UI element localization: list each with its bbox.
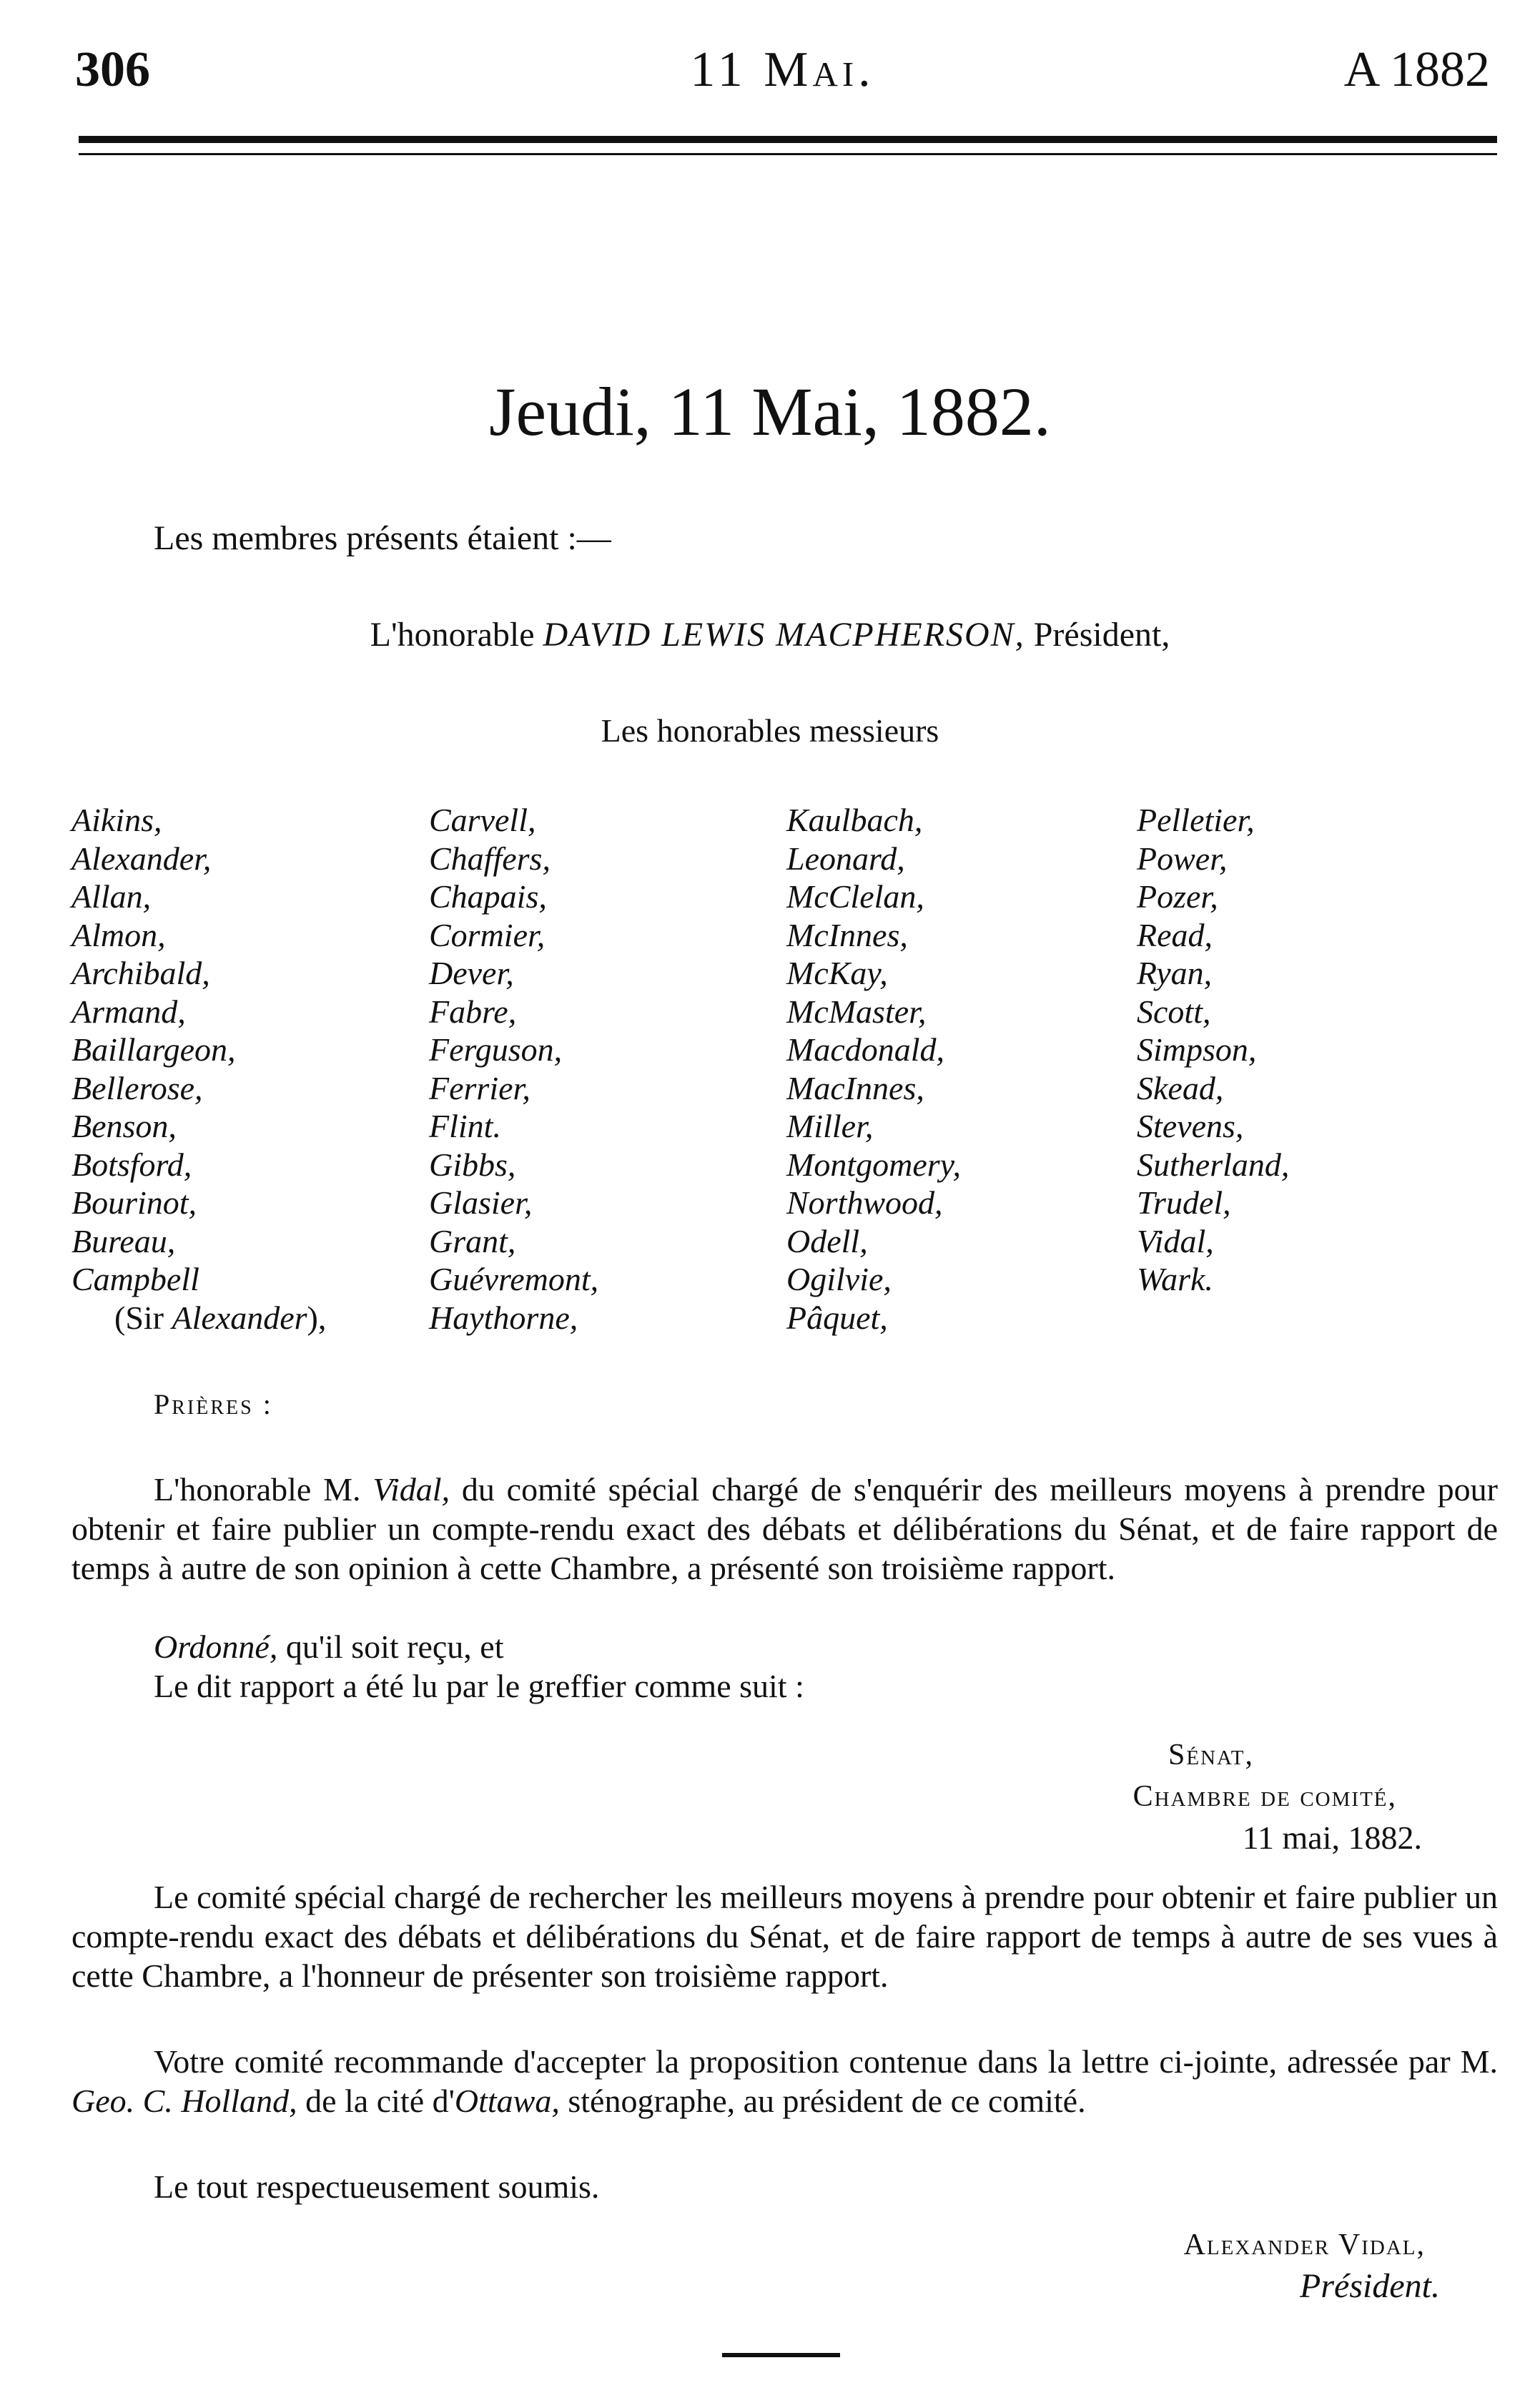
- member-name: Carvell,: [429, 802, 536, 838]
- member-name-qualifier: (Sir Alexander),: [114, 1299, 327, 1336]
- signature-block: [1184, 2224, 1440, 2307]
- member-name: Baillargeon,: [71, 1031, 236, 1068]
- member-name: Wark.: [1137, 1261, 1213, 1297]
- member-name: Chaffers,: [429, 840, 551, 877]
- member-name: Archibald,: [71, 955, 210, 991]
- member-name: Trudel,: [1137, 1184, 1231, 1221]
- report-heading-chamber: Chambre de comité,: [1132, 1780, 1397, 1813]
- member-name: Sutherland,: [1137, 1146, 1290, 1183]
- paragraph-committee: Le comité spécial chargé de rechercher les meilleurs moyens à prendre pour obtenir et faire publier un compte-rendu exact des débats et délibérations du Sénat, et de faire rapport de temps à autre de ses vues à cette Chambre, a l'honneur de présenter son troisième rapport.: [71, 1879, 1498, 1994]
- report-heading-senat: Sénat,: [1168, 1739, 1254, 1771]
- report-heading: [1133, 1734, 1422, 1859]
- member-name: MacInnes,: [786, 1069, 924, 1106]
- member-name: Pelletier,: [1137, 802, 1255, 838]
- member-name: Simpson,: [1137, 1031, 1257, 1068]
- member-name: Scott,: [1137, 993, 1211, 1030]
- header-rule-thin: [79, 153, 1497, 155]
- member-name: Armand,: [71, 993, 186, 1030]
- member-name: Skead,: [1137, 1069, 1224, 1106]
- paragraph-submitted: Le tout respectueusement soumis.: [154, 2168, 600, 2205]
- report-read-line: Le dit rapport a été lu par le greffier comme suit :: [154, 1668, 804, 1704]
- member-name: Alexander,: [71, 840, 212, 877]
- member-name: Bourinot,: [71, 1184, 197, 1221]
- members-column-2: [429, 801, 598, 1337]
- member-name: Pozer,: [1137, 878, 1218, 915]
- member-name: Power,: [1137, 840, 1228, 877]
- members-column-1: [71, 801, 326, 1337]
- member-name: Glasier,: [429, 1184, 533, 1221]
- signature-role: Président.: [1300, 2267, 1440, 2305]
- member-name: McInnes,: [786, 916, 908, 953]
- member-name: Bellerose,: [71, 1069, 203, 1106]
- president-prefix: L'honorable: [370, 616, 535, 654]
- header-rule-thick: [79, 136, 1497, 143]
- president-role: Président,: [1033, 616, 1170, 654]
- member-name: McKay,: [786, 955, 888, 991]
- member-name: Cormier,: [429, 916, 546, 953]
- member-name: Allan,: [71, 878, 152, 915]
- member-name: Vidal,: [1137, 1222, 1214, 1259]
- member-name: Gibbs,: [429, 1146, 516, 1183]
- member-name: Pâquet,: [786, 1299, 888, 1336]
- member-name: Flint.: [429, 1108, 501, 1144]
- member-name: Benson,: [71, 1108, 177, 1144]
- president-name: DAVID LEWIS MACPHERSON,: [543, 616, 1025, 654]
- member-name: Kaulbach,: [786, 802, 923, 838]
- member-name: Botsford,: [71, 1146, 192, 1183]
- members-column-3: [786, 801, 961, 1337]
- member-name: McMaster,: [786, 993, 927, 1030]
- member-name: Leonard,: [786, 840, 905, 877]
- member-name: Guévremont,: [429, 1261, 599, 1297]
- member-name: Montgomery,: [786, 1146, 962, 1183]
- member-name: Stevens,: [1137, 1108, 1244, 1144]
- member-name: Miller,: [786, 1108, 874, 1144]
- end-rule: [722, 2353, 840, 2357]
- member-name: Ryan,: [1137, 955, 1213, 991]
- member-name: Almon,: [71, 916, 166, 953]
- member-name: Dever,: [429, 955, 514, 991]
- ordonne-line: Ordonné, qu'il soit reçu, et: [154, 1628, 504, 1665]
- member-name: Grant,: [429, 1222, 516, 1259]
- paragraph-vidal-report: L'honorable M. Vidal, du comité spécial chargé de s'enquérir des meilleurs moyens à prendre pour obtenir et faire publier un compte-rendu exact des débats et délibérations du Sénat, et de faire rapport de temps à autre de son opinion à cette Chambre, a présenté son troisième rapport.: [71, 1471, 1498, 1586]
- page-number: 306: [75, 42, 150, 97]
- intro-line: Les membres présents étaient :—: [154, 519, 611, 557]
- president-line: [0, 615, 1540, 654]
- running-head-date: 11 Mai.: [690, 42, 875, 97]
- running-head: [75, 41, 1490, 113]
- member-name: Macdonald,: [786, 1031, 945, 1068]
- members-column-4: [1137, 801, 1289, 1299]
- member-name: Odell,: [786, 1222, 868, 1259]
- member-name: Ogilvie,: [786, 1261, 892, 1297]
- prayers-heading: Prières :: [154, 1388, 273, 1420]
- members-heading: Les honorables messieurs: [601, 712, 939, 749]
- day-title: Jeudi, 11 Mai, 1882.: [489, 373, 1051, 450]
- report-heading-date: 11 mai, 1882.: [1242, 1819, 1422, 1856]
- member-name: Haythorne,: [429, 1299, 578, 1336]
- member-name: Read,: [1137, 916, 1213, 953]
- member-name: Ferrier,: [429, 1069, 530, 1106]
- member-name: Northwood,: [786, 1184, 943, 1221]
- members-list: [71, 801, 1473, 1359]
- member-name: Bureau,: [71, 1222, 176, 1259]
- paragraph-recommendation: Votre comité recommande d'accepter la proposition contenue dans la lettre ci-jointe, adressée par M. Geo. C. Holland, de la cité d'Ottawa, sténographe, au président de ce comité.: [71, 2043, 1498, 2119]
- member-name: Campbell: [71, 1261, 199, 1297]
- member-name: Chapais,: [429, 878, 547, 915]
- member-name: Fabre,: [429, 993, 517, 1030]
- member-name: Aikins,: [71, 802, 162, 838]
- member-name: Ferguson,: [429, 1031, 563, 1068]
- member-name: McClelan,: [786, 878, 924, 915]
- running-head-year: A 1882: [1343, 42, 1490, 97]
- signature-name: Alexander Vidal,: [1183, 2228, 1426, 2261]
